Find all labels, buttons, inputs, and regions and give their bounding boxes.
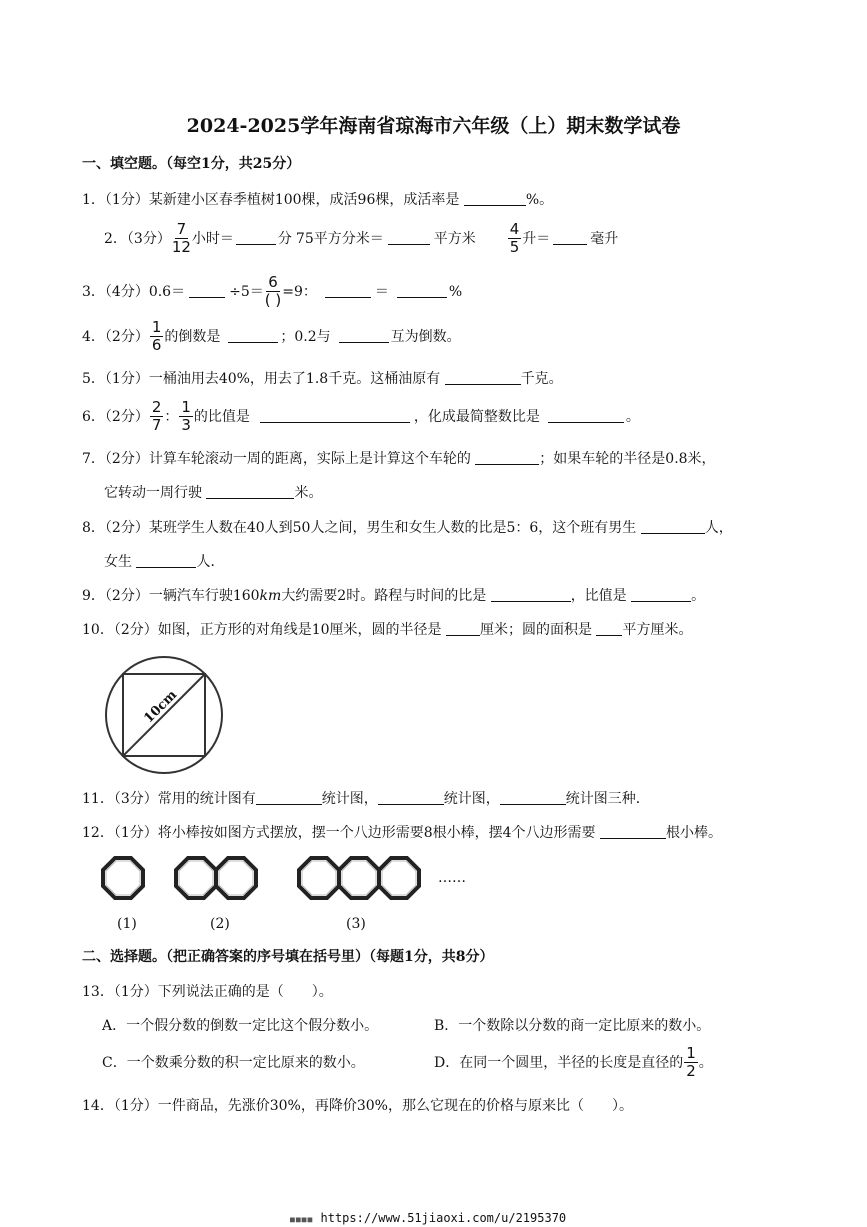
question-8-text: 人． <box>196 554 225 570</box>
question-2-text: 平方米 <box>433 230 476 247</box>
answer-blank[interactable] <box>600 826 666 839</box>
question-14-stem: 14．（1分）一件商品，先涨价30%，再降价30%，那么它现在的价格与原来比（ ）。 <box>82 1098 633 1114</box>
question-2-text: 毫升 <box>590 230 619 247</box>
question-7-line-1 <box>82 452 716 466</box>
question-2-text: 分 <box>277 230 292 247</box>
answer-blank[interactable] <box>136 555 196 568</box>
option-d-text: D．在同一个圆里，半径的长度是直径的 <box>434 1054 684 1071</box>
question-8-text: 人， <box>704 520 733 536</box>
question-2-prefix: 2．（3分） <box>104 230 171 247</box>
question-1-tail: %。 <box>525 192 554 208</box>
denominator: 12 <box>171 238 191 256</box>
question-3-prefix: 3．（4分）0.6＝ <box>82 283 186 300</box>
fraction <box>150 320 164 353</box>
question-7-text: ；如果车轮的半径是0.8米， <box>539 451 716 467</box>
answer-blank[interactable] <box>641 521 705 534</box>
answer-blank[interactable] <box>631 589 691 602</box>
figure-label-3: (3) <box>346 916 366 932</box>
question-4 <box>82 320 461 353</box>
question-10-text: 厘米；圆的面积是 <box>480 622 592 638</box>
section-1-heading: 一、填空题。（每空1分，共25分） <box>82 156 301 172</box>
question-5-tail: 千克。 <box>520 371 563 387</box>
answer-blank[interactable] <box>553 232 587 245</box>
question-7-line-2 <box>104 486 322 500</box>
answer-blank[interactable] <box>500 792 566 805</box>
question-3 <box>82 275 462 308</box>
octagon-2b <box>216 858 256 898</box>
question-11-text: 11．（3分）常用的统计图有 <box>82 791 256 807</box>
ellipsis: …… <box>438 870 466 886</box>
octagon-3b <box>339 858 379 898</box>
option-d-end: 。 <box>698 1054 713 1071</box>
answer-blank[interactable] <box>228 330 278 343</box>
answer-blank[interactable] <box>236 232 276 245</box>
answer-blank[interactable] <box>446 623 480 636</box>
octagon-3c <box>379 858 419 898</box>
question-5 <box>82 372 563 386</box>
question-9 <box>82 589 705 603</box>
octagon-1 <box>103 858 143 898</box>
denominator: 2 <box>686 1062 696 1080</box>
answer-blank[interactable] <box>325 285 371 298</box>
question-8-text: 女生 <box>104 554 132 570</box>
question-13-stem: 13．（1分）下列说法正确的是（ ）。 <box>82 984 333 1000</box>
question-7-text: 7．（2分）计算车轮滚动一周的距离，实际上是计算这个车轮的 <box>82 451 471 467</box>
question-3-text: ÷5＝ <box>229 283 264 300</box>
question-2-text: 小时＝ <box>191 230 234 247</box>
question-9-text: 大约需要2时。路程与时间的比是 <box>281 588 487 604</box>
footer-url[interactable]: https://www.51jiaoxi.com/u/2195370 <box>320 1211 567 1225</box>
section-2-heading: 二、选择题。（把正确答案的序号填在括号里）（每题1分，共8分） <box>82 949 494 965</box>
answer-blank[interactable] <box>388 232 430 245</box>
denominator: 3 <box>181 416 191 434</box>
question-12-text: 12．（1分）将小棒按如图方式摆放，摆一个八边形需要8根小棒，摆4个八边形需要 <box>82 825 596 841</box>
circle-square-figure <box>102 653 226 777</box>
answer-blank[interactable] <box>206 486 294 499</box>
fraction <box>508 222 522 255</box>
question-8-line-2 <box>104 555 224 569</box>
denominator: 5 <box>509 238 520 256</box>
fraction <box>150 400 164 433</box>
footer-prefix: ■■■■ <box>290 1215 314 1224</box>
ratio-separator: ： <box>164 408 179 425</box>
question-12 <box>82 826 722 840</box>
question-2 <box>104 222 618 255</box>
question-8-text: 8．（2分）某班学生人数在40人到50人之间，男生和女生人数的比是5：6，这个班有男生 <box>82 520 637 536</box>
answer-blank[interactable] <box>596 623 622 636</box>
question-5-text: 5．（1分）一桶油用去40%，用去了1.8千克。这桶油原有 <box>82 371 441 387</box>
question-6-text: 。 <box>625 408 640 425</box>
answer-blank[interactable] <box>378 792 444 805</box>
question-6-text: 的比值是 <box>193 408 250 425</box>
answer-blank[interactable] <box>491 589 571 602</box>
numerator: 6 <box>268 273 278 291</box>
numerator: 2 <box>151 398 162 416</box>
question-6 <box>82 400 640 433</box>
question-4-text: 的倒数是 <box>164 328 221 345</box>
question-10-text: 平方厘米。 <box>622 622 693 638</box>
question-11-text: 统计图三种． <box>565 791 650 807</box>
option-d[interactable] <box>434 1046 713 1079</box>
question-1 <box>82 193 553 207</box>
denominator: 6 <box>151 336 162 354</box>
denominator: ( ) <box>264 291 282 309</box>
numerator: 4 <box>509 220 520 238</box>
answer-blank[interactable] <box>548 410 624 423</box>
answer-blank[interactable] <box>445 372 521 385</box>
figure-label-1: (1) <box>117 916 137 932</box>
footer-watermark <box>290 1212 566 1224</box>
question-6-prefix: 6．（2分） <box>82 408 149 425</box>
question-3-text: =9： <box>282 283 317 300</box>
question-11 <box>82 792 650 806</box>
page-title: 2024-2025学年海南省琼海市六年级（上）期末数学试卷 <box>186 115 681 137</box>
figure-label-2: (2) <box>210 916 230 932</box>
option-c[interactable]: C．一个数乘分数的积一定比原来的数小。 <box>102 1055 365 1071</box>
option-a[interactable]: A．一个假分数的倒数一定比这个假分数小。 <box>102 1018 379 1034</box>
question-4-prefix: 4．（2分） <box>82 328 149 345</box>
octagon-figures <box>96 853 476 913</box>
question-9-text: ，比值是 <box>570 588 627 604</box>
diagonal-label: 10cm <box>141 687 181 727</box>
question-4-text: ；0.2与 <box>280 328 331 345</box>
denominator: 7 <box>151 416 162 434</box>
option-b[interactable]: B．一个数除以分数的商一定比原来的数小。 <box>434 1018 711 1034</box>
question-12-text: 根小棒。 <box>666 825 722 841</box>
octagon-3a <box>299 858 339 898</box>
numerator: 7 <box>176 220 187 238</box>
question-6-text: ，化成最简整数比是 <box>413 408 540 425</box>
answer-blank[interactable] <box>464 193 526 206</box>
answer-blank[interactable] <box>256 792 322 805</box>
unit-km: km <box>259 588 282 604</box>
question-9-text: 。 <box>691 588 706 604</box>
question-3-text: % <box>448 283 463 300</box>
answer-blank[interactable] <box>475 452 539 465</box>
question-7-text: 米。 <box>294 485 323 501</box>
answer-blank[interactable] <box>189 285 225 298</box>
answer-blank[interactable] <box>339 330 389 343</box>
question-10 <box>82 623 692 637</box>
numerator: 1 <box>181 398 191 416</box>
question-2-text: 升＝ <box>522 230 551 247</box>
numerator: 1 <box>151 318 162 336</box>
question-11-text: 统计图， <box>443 791 500 807</box>
fraction <box>265 275 281 308</box>
question-9-text: 9．（2分）一辆汽车行驶160 <box>82 588 260 604</box>
question-2-text: 75平方分米＝ <box>295 230 384 247</box>
question-1-text: 1．（1分）某新建小区春季植树100棵，成活96棵，成活率是 <box>82 192 460 208</box>
diagonal-line <box>123 674 205 756</box>
fraction <box>172 222 191 255</box>
question-8-line-1 <box>82 521 733 535</box>
answer-blank[interactable] <box>397 285 447 298</box>
question-7-text: 它转动一周行驶 <box>104 485 202 501</box>
answer-blank[interactable] <box>260 410 410 423</box>
fraction <box>684 1046 698 1079</box>
fraction <box>179 400 193 433</box>
numerator: 1 <box>686 1044 696 1062</box>
question-10-text: 10．（2分）如图，正方形的对角线是10厘米，圆的半径是 <box>82 622 442 638</box>
octagon-2a <box>176 858 216 898</box>
question-3-text: ＝ <box>374 283 389 300</box>
question-11-text: 统计图， <box>321 791 378 807</box>
question-4-text: 互为倒数。 <box>390 328 461 345</box>
